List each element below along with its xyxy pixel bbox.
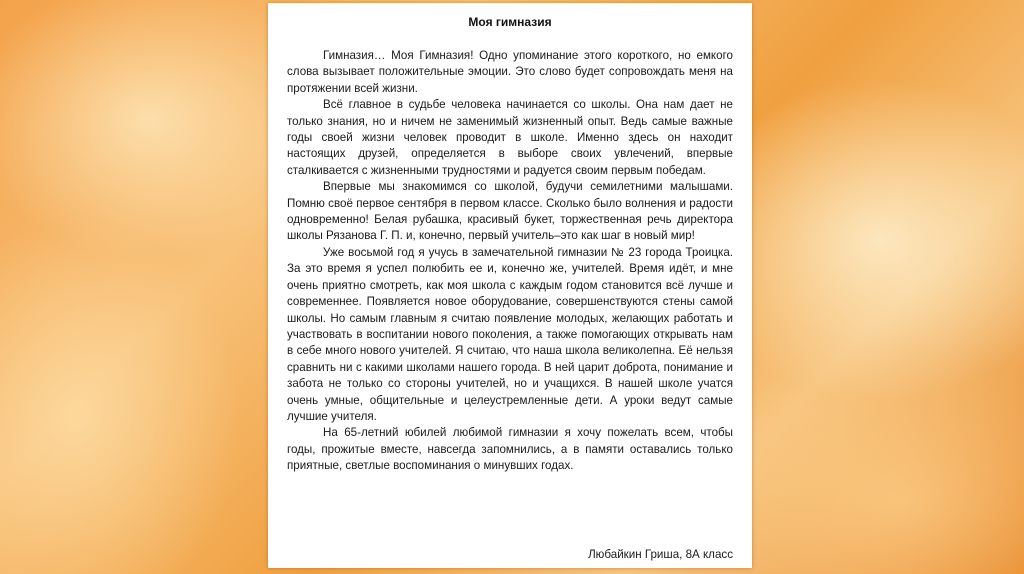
paragraph: Уже восьмой год я учусь в замечательной гимназии № 23 города Троицка. За это время я успел полюбить ее и, конечно же, учителей. Время идёт, и мне очень приятно смотреть, как моя школа с каждым годом становится всё лучше и современнее. Появляется новое оборудование, совершенствуются стены самой школы. Но самым главным я считаю появление молодых, желающих работать и участвовать в воспитании нового поколения, а также помогающих открывать нам в себе много нового учителей. Я считаю, что наша школа великолепна. Её нельзя сравнить ни с какими школами нашего города. В ней царит доброта, понимание и забота не только со стороны учителей, но и учащихся. В нашей школе учатся очень умные, общительные и целеустремленные дети. А уроки ведут самые лучшие учителя. — [287, 245, 733, 423]
signature: Любайкин Гриша, 8А класс — [588, 548, 733, 561]
document-page — [268, 3, 752, 568]
paragraph: Всё главное в судьбе человека начинается со школы. Она нам дает не только знания, но и ничем не заменимый жизненный опыт. Ведь самые важные годы своей жизни человек проводит в школе. Именно здесь он находит настоящих друзей, определяется в выборе своих увлечений, впервые сталкивается с жизненными трудностями и радуется своим первым победам. — [287, 98, 733, 177]
paragraph: На 65-летний юбилей любимой гимназии я хочу пожелать всем, чтобы годы, прожитые вместе, навсегда запомнились, а в памяти оставались только приятные, светлые воспоминания о минувших годах. — [287, 426, 733, 473]
paragraph: Впервые мы знакомимся со школой, будучи семилетними малышами. Помню своё первое сентября в первом классе. Сколько было волнения и радости одновременно! Белая рубашка, красивый букет, торжественная речь директора школы Рязанова Г. П. и, конечно, первый учитель–это как шаг в новый мир! — [287, 180, 733, 243]
document-title: Моя гимназия — [468, 15, 552, 29]
document-body — [287, 48, 733, 475]
paragraph: Гимназия… Моя Гимназия! Одно упоминание этого короткого, но емкого слова вызывает положительные эмоции. Это слово будет сопровождать меня на протяжении всей жизни. — [287, 49, 733, 95]
